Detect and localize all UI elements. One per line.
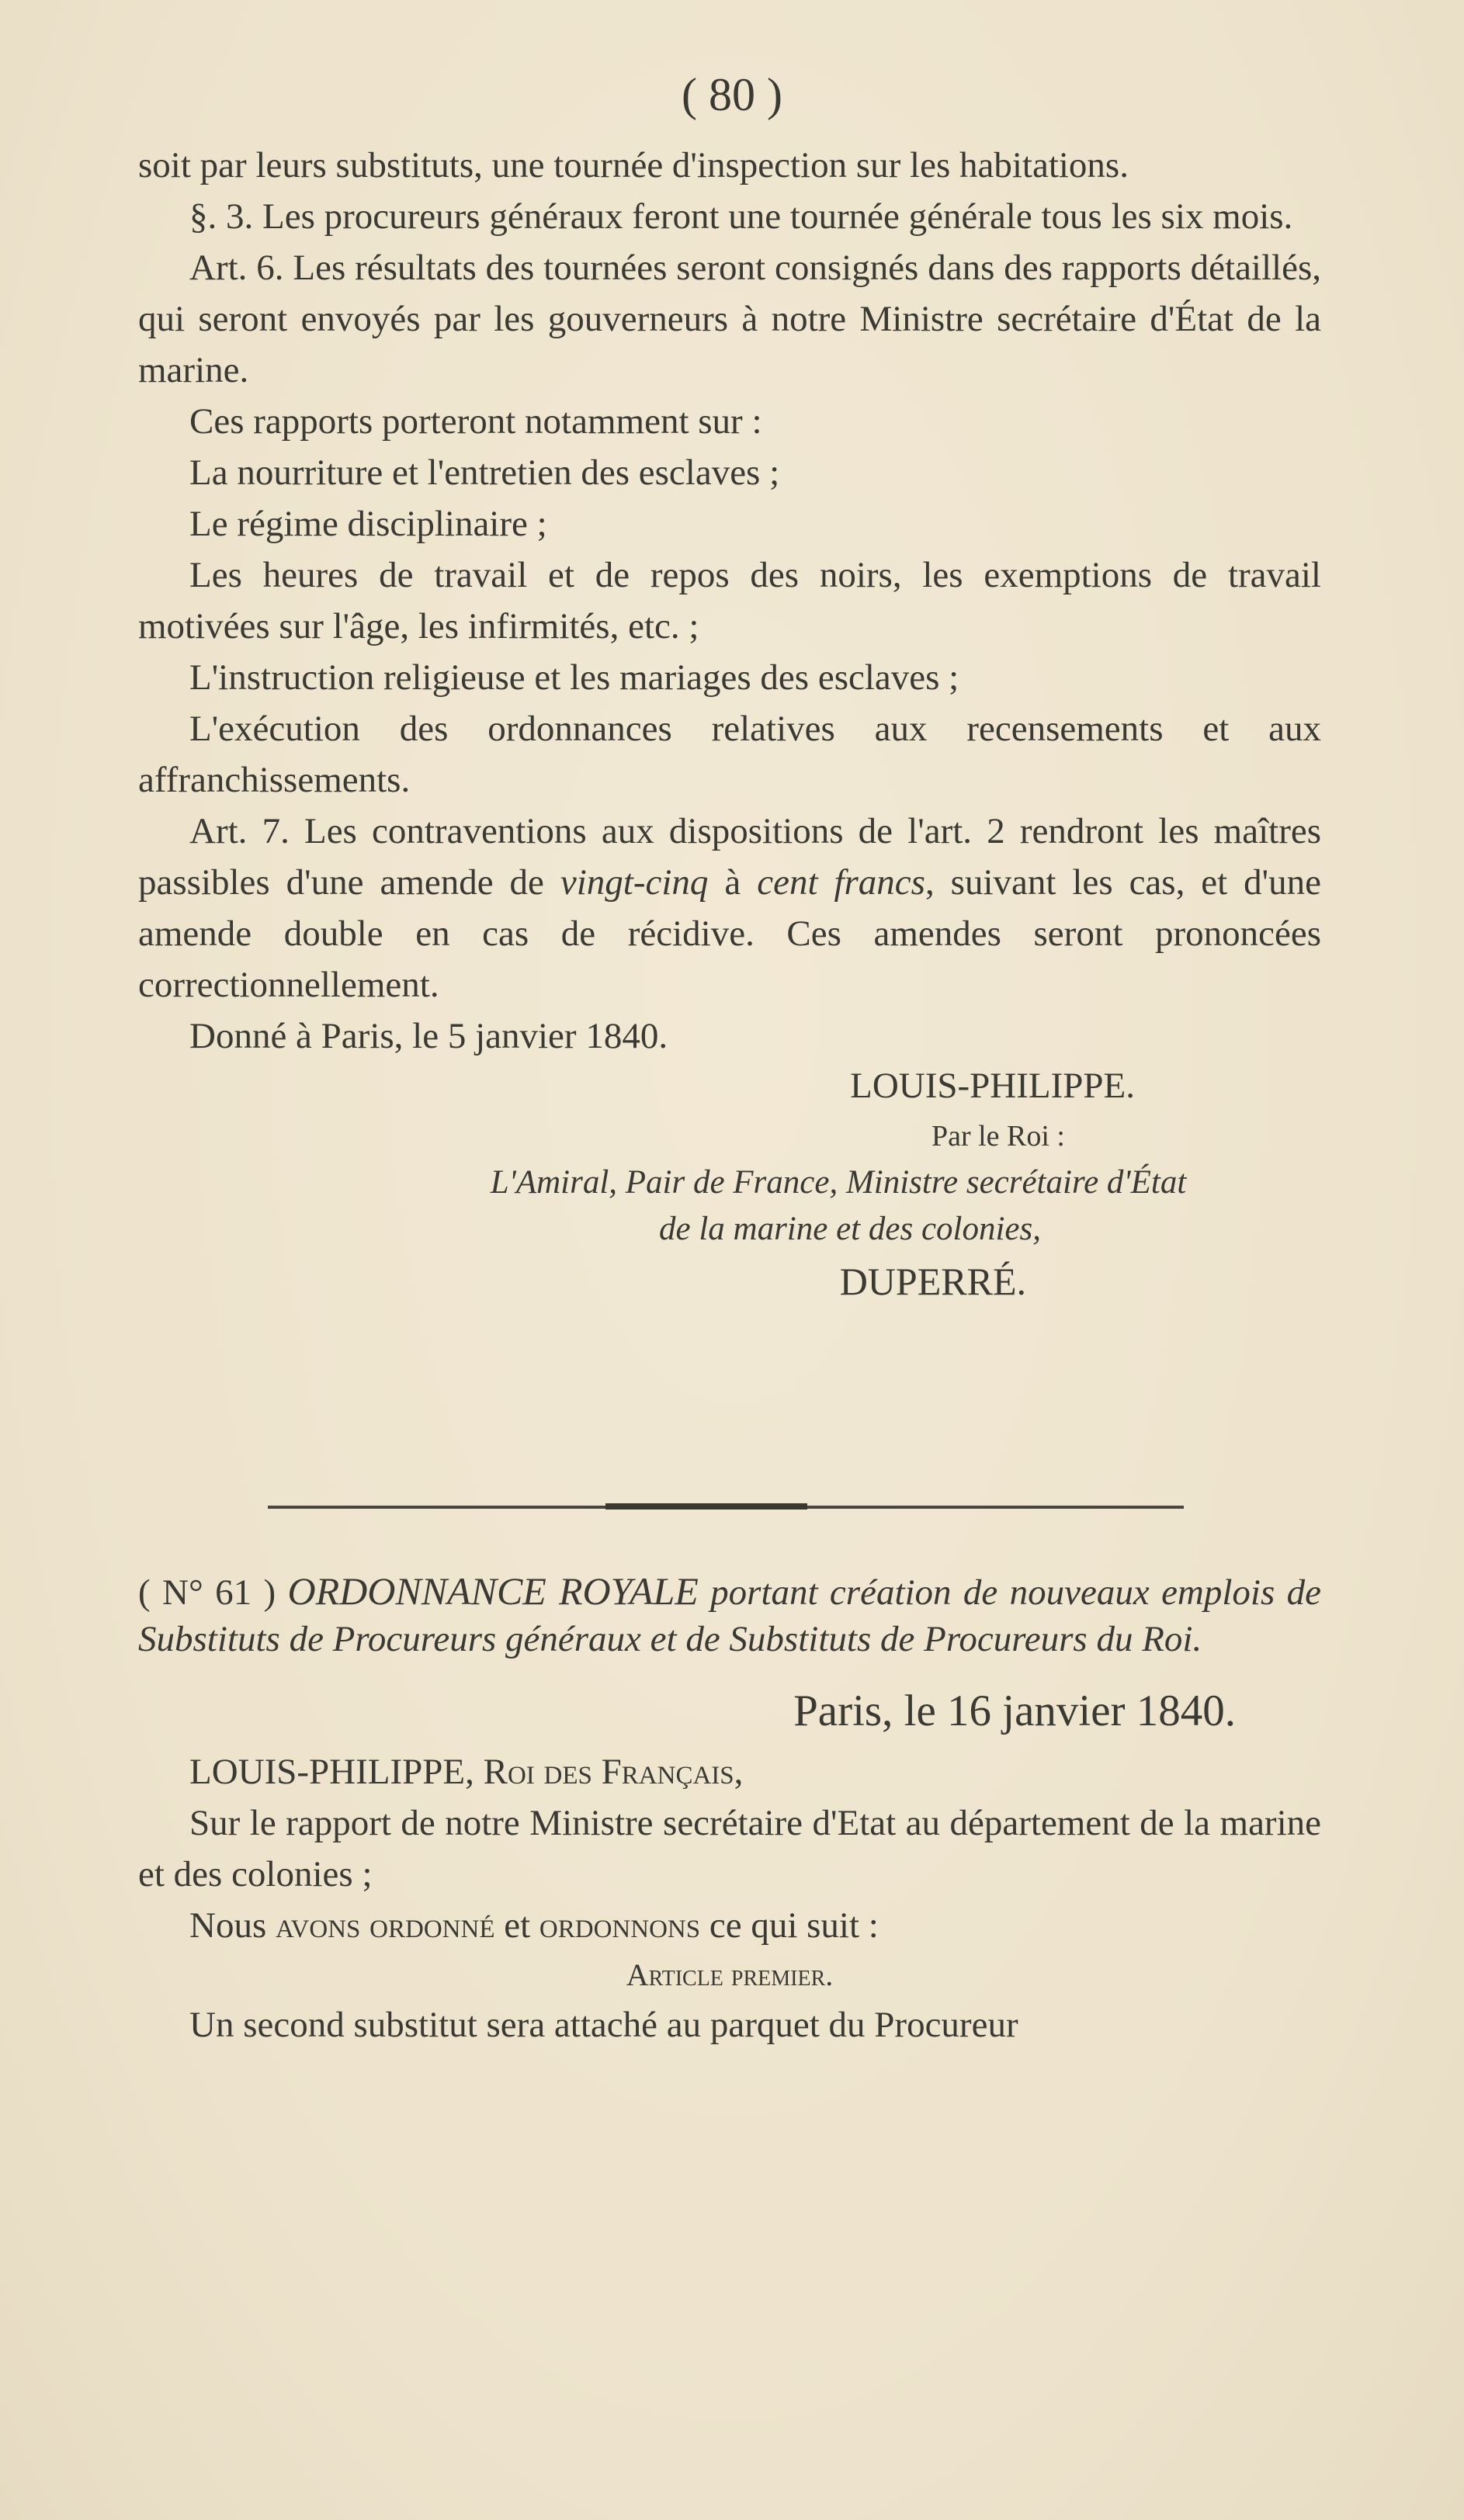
list-item: Les heures de travail et de repos des noirs, les exemptions de travail motivées sur l'âge, les infirmités, etc. ; xyxy=(138,555,1321,646)
ordinance-number: ( N° 61 ) xyxy=(138,1572,276,1613)
text-run: ce qui suit : xyxy=(700,1905,879,1946)
page-number: ( 80 ) xyxy=(682,69,782,120)
minister-signature: DUPERRÉ. xyxy=(839,1260,1026,1303)
ordinance-title: ORDONNANCE ROYALE xyxy=(287,1569,699,1613)
paragraph: Sur le rapport de notre Ministre secrétaire d'Etat au département de la marine et des colonies ; xyxy=(138,1803,1321,1894)
list-item: L'exécution des ordonnances relatives aux recensements et aux affranchissements. xyxy=(138,709,1321,800)
king-signature: LOUIS-PHILIPPE. xyxy=(850,1066,1135,1106)
separator-rule-center xyxy=(605,1503,807,1510)
minister-title: de la marine et des colonies, xyxy=(658,1211,1041,1247)
list-item: La nourriture et l'entretien des esclaves ; xyxy=(189,452,780,493)
text-run: et xyxy=(494,1905,539,1946)
text-run: avons ordonné xyxy=(275,1905,495,1946)
article-heading: Article premier. xyxy=(626,1957,834,1992)
paragraph: Ces rapports porteront notamment sur : xyxy=(189,401,762,442)
king-title xyxy=(138,1746,1321,1797)
text-run: , suivant les cas, et d'une amende double en cas de récidive. Ces amendes seront prononcées correctionnellement. xyxy=(138,862,1321,1005)
ordinance-continuation xyxy=(138,140,1321,1304)
text-run: ordonnons xyxy=(539,1905,701,1946)
list-item: Le régime disciplinaire ; xyxy=(189,504,547,544)
list-item: L'instruction religieuse et les mariages des esclaves ; xyxy=(189,657,959,698)
text-run: à xyxy=(708,862,758,903)
article-6: Art. 6. Les résultats des tournées seront consignés dans des rapports détaillés, qui seront envoyés par les gouverneurs à notre Ministre secrétaire d'État de la marine. xyxy=(138,248,1321,390)
text-run: vingt-cinq xyxy=(560,862,709,903)
article-7 xyxy=(138,806,1321,1010)
ordinance-date: Paris, le 16 janvier 1840. xyxy=(793,1686,1236,1735)
paragraph: Un second substitut sera attaché au parquet du Procureur xyxy=(189,2005,1018,2045)
paragraph: soit par leurs substituts, une tournée d'inspection sur les habitations. xyxy=(138,145,1129,185)
text-run: Art. 7. Les contraventions aux dispositions de l'art. 2 rendront les maîtres passibles d'une amende de xyxy=(138,811,1321,903)
minister-title: L'Amiral, Pair de France, Ministre secrétaire d'État xyxy=(490,1164,1187,1201)
text-run: LOUIS-PHILIPPE, xyxy=(189,1752,484,1792)
text-run: Nous xyxy=(189,1905,276,1946)
paragraph xyxy=(138,1900,1321,1951)
par-le-roi: Par le Roi : xyxy=(931,1120,1065,1153)
paragraph: §. 3. Les procureurs généraux feront une tournée générale tous les six mois. xyxy=(189,196,1293,237)
new-ordinance xyxy=(138,1568,1321,2050)
ordinance-subtitle: portant création de nouveaux emplois de Substituts de Procureurs généraux et de Substituts de Procureurs du Roi. xyxy=(138,1572,1322,1659)
ordinance-heading xyxy=(138,1568,1321,1662)
text-run: cent francs xyxy=(757,862,925,903)
text-run: Roi des Français, xyxy=(483,1752,744,1792)
date-line: Donné à Paris, le 5 janvier 1840. xyxy=(189,1016,668,1056)
